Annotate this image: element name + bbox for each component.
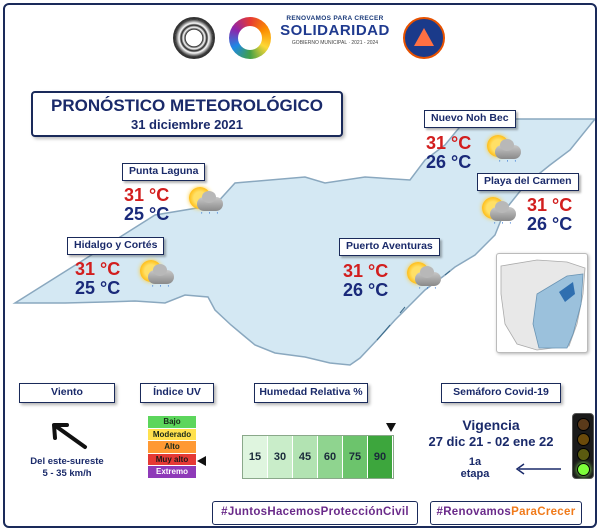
wind-label: Viento	[19, 383, 115, 403]
hashtag-renovamos-part: #Renovamos	[436, 506, 512, 518]
city-label-punta-laguna: Punta Laguna	[122, 163, 205, 181]
brand-name: SOLIDARIDAD	[280, 22, 390, 39]
uv-level-muy-alto: Muy alto	[148, 454, 196, 467]
city-label-puerto-aventuras: Puerto Aventuras	[339, 238, 440, 256]
city-label-playa-del-carmen: Playa del Carmen	[477, 173, 579, 191]
partly-cloudy-rain-icon: ' ' '	[403, 260, 443, 294]
city-label-hidalgo-y-cortes: Hidalgo y Cortés	[67, 237, 164, 255]
humidity-cell: 45	[293, 436, 318, 478]
temp-min-punta-laguna: 25 °C	[124, 204, 170, 224]
yucatan-inset-map	[496, 253, 588, 353]
uv-current-pointer-icon	[197, 456, 206, 466]
forecast-date: 31 diciembre 2021	[130, 117, 244, 132]
humidity-cell: 15	[243, 436, 268, 478]
traffic-light-icon	[572, 413, 594, 479]
traffic-light-red	[577, 418, 590, 431]
uv-level-bajo: Bajo	[148, 416, 196, 429]
etapa-word: etapa	[460, 468, 490, 480]
vigencia-period: 27 dic 21 - 02 ene 22	[428, 434, 554, 449]
covid-semaforo-label: Semáforo Covid-19	[441, 383, 561, 403]
uv-index-label: Índice UV	[140, 383, 214, 403]
uv-level-alto: Alto	[148, 441, 196, 454]
temp-min-hidalgo-y-cortes: 25 °C	[75, 278, 121, 298]
brand-slogan: RENOVAMOS PARA CRECER	[286, 15, 384, 22]
uv-scale	[148, 416, 196, 479]
partly-cloudy-rain-icon: ' ' '	[478, 195, 518, 229]
title-box	[31, 91, 343, 137]
humidity-cell: 75	[343, 436, 368, 478]
partly-cloudy-rain-icon: ' ' '	[185, 185, 225, 219]
humidity-current-pointer-icon	[386, 423, 396, 432]
wind-speed-text: 5 - 35 km/h	[42, 468, 92, 479]
humidity-cell: 30	[268, 436, 293, 478]
etapa-number: 1a	[468, 456, 482, 468]
hashtag-para-crecer-part: ParaCrecer	[511, 506, 576, 518]
temp-max-punta-laguna: 31 °C	[124, 185, 170, 205]
temp-min-puerto-aventuras: 26 °C	[343, 280, 389, 300]
vigencia-label: Vigencia	[462, 417, 520, 433]
humidity-label: Humedad Relativa %	[254, 383, 368, 403]
temp-max-playa-del-carmen: 31 °C	[527, 195, 573, 215]
partly-cloudy-rain-icon: ' ' '	[483, 133, 523, 167]
wind-direction-text: Del este-sureste	[30, 456, 104, 467]
temp-min-playa-del-carmen: 26 °C	[527, 214, 573, 234]
hashtag-proteccion-civil: #JuntosHacemosProtecciónCivil	[212, 501, 418, 525]
traffic-light-yellow	[577, 448, 590, 461]
city-label-nuevo-noh-bec: Nuevo Noh Bec	[424, 110, 516, 128]
temp-max-hidalgo-y-cortes: 31 °C	[75, 259, 121, 279]
temp-min-nuevo-noh-bec: 26 °C	[426, 152, 472, 172]
humidity-scale	[242, 435, 394, 479]
humidity-cell: 90	[368, 436, 393, 478]
temp-max-puerto-aventuras: 31 °C	[343, 261, 389, 281]
uv-level-moderado: Moderado	[148, 429, 196, 442]
partly-cloudy-rain-icon: ' ' '	[136, 258, 176, 292]
temp-max-nuevo-noh-bec: 31 °C	[426, 133, 472, 153]
brand-government: GOBIERNO MUNICIPAL · 2021 - 2024	[291, 40, 379, 46]
wind-direction-arrow-icon	[49, 421, 89, 451]
humidity-cell: 60	[318, 436, 343, 478]
uv-level-extremo: Extremo	[148, 466, 196, 479]
traffic-light-orange	[577, 433, 590, 446]
page-title: PRONÓSTICO METEOROLÓGICO	[50, 96, 323, 115]
infographic-frame	[3, 3, 597, 528]
hashtag-renovamos	[430, 501, 582, 525]
arrow-left-icon	[513, 462, 563, 476]
traffic-light-green	[577, 463, 590, 476]
